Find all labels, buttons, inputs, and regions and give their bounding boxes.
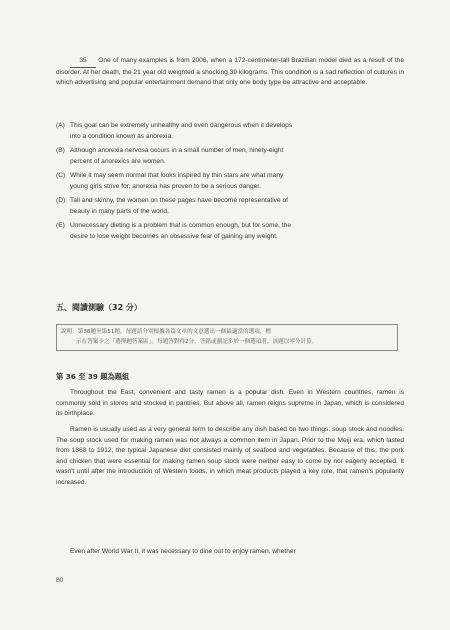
option-text-cont: percent of anorexics are women. (70, 157, 166, 165)
option-c (56, 171, 404, 192)
option-text: While it may seem normal that looks inspired by thin stars are what many (70, 172, 284, 179)
option-letter: (A) (56, 122, 65, 129)
option-text-cont: desire to lose weight becomes an obsessive fear of gaining any weight. (70, 232, 278, 240)
option-text: This goal can be extremely unhealthy and even dangerous when it develops (70, 122, 293, 129)
answer-blank-35: 35 (70, 56, 96, 68)
instructions-line-1: 說明：第36題至第51題，每題請分別根據各篇文章的文意選出一個最適當的選項，標 (61, 329, 272, 335)
option-letter: (C) (56, 172, 66, 179)
option-letter: (D) (56, 197, 66, 204)
option-letter: (B) (56, 147, 65, 154)
option-text-cont: young girls strive for, anorexia has proven to be a serious danger. (70, 182, 261, 190)
article-title: 第 36 至 39 題為題組 (56, 372, 130, 381)
option-text-cont: into a condition known as anorexia. (70, 132, 174, 140)
question-35-paragraph (56, 56, 404, 89)
option-text: Although anorexia nervosa occurs in a small number of men, ninety-eight (70, 147, 284, 154)
option-letter: (E) (56, 222, 65, 229)
article-paragraph-3: Even after World War II, it was necessary to dine out to enjoy ramen, whether (70, 548, 296, 555)
option-text-cont: beauty in many parts of the world. (70, 207, 169, 215)
article-paragraph-2: Ramen is usually used as a very general term to describe any dish based on two things: soup stock and noodles. The soup stock used for making ramen was not always a common item in Japan. Prior to the Meiji era, which lasted from 1868 to 1912, the typical Japanese diet consisted mainly of seafood and vegetables. Because of this, the pork and chicken that were essential for making ramen soup stock were neither easy to come by nor eagerly accepted. It wasn't until after the introduction of Western foods, in which meat products played a key role, that ramen's popularity increased. (56, 426, 404, 486)
article-paragraph-1: Throughout the East, convenient and tasty ramen is a popular dish. Even in Western countries, ramen is commonly sold in stores and stocked in pantries. But above all, ramen reigns supreme in Japan, which is considered its birthplace. (56, 389, 404, 418)
option-b (56, 146, 404, 167)
instructions-box (56, 324, 398, 351)
option-e (56, 221, 404, 242)
question-35-text: One of many examples is from 2006, when a 172-centimeter-tall Brazilian model died as a result of the disorder. At her death, the 21 year old weighted a shocking 39 kilograms. This condition is a sad reflection of cultures in which advertising and popular entertainment demand that only one body type be attractive and acceptable. (56, 57, 404, 87)
option-a (56, 121, 404, 142)
instructions-line-2: 示在答案卡之「選擇題答案區」。每題答對得2分，答錯或劃記多於一個選項者，該題以零分計算。 (76, 339, 318, 345)
option-d (56, 196, 404, 217)
option-text: Tall and skinny, the women on these pages have become representative of (70, 197, 288, 204)
option-text: Unnecessary dieting is a problem that is common enough, but for some, the (70, 222, 292, 229)
page-number: 80 (56, 577, 64, 584)
section-heading: 五、閱讀測驗（32 分） (56, 303, 142, 312)
